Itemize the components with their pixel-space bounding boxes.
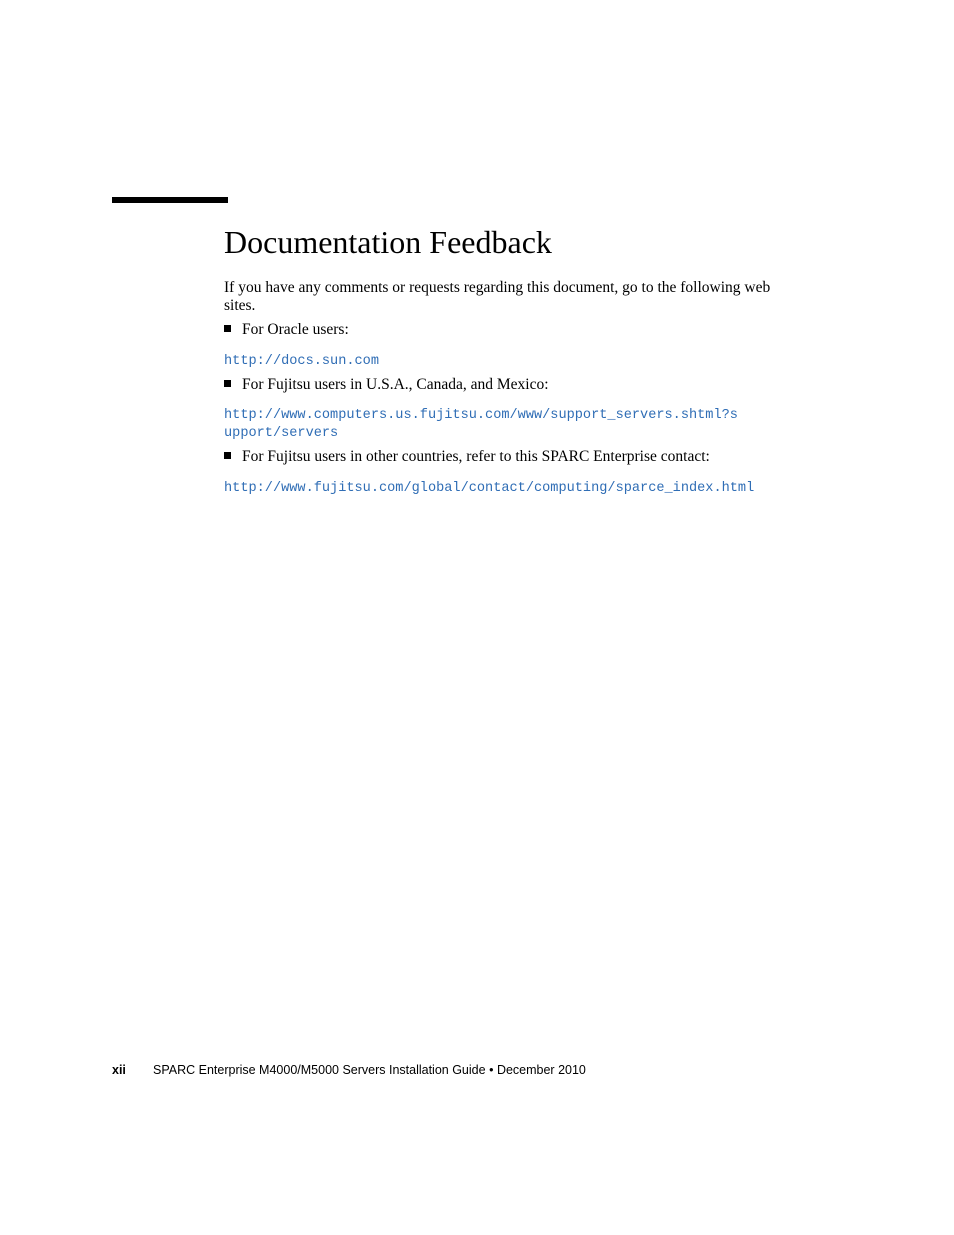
fujitsu-americas-link-line-2[interactable]: upport/servers: [224, 426, 339, 441]
oracle-docs-link[interactable]: http://docs.sun.com: [224, 354, 379, 369]
list-item-fujitsu-other: [224, 448, 710, 466]
bullet-square-icon: [224, 380, 231, 387]
intro-paragraph: If you have any comments or requests regarding this document, go to the following web sites.: [224, 279, 771, 314]
list-item-fujitsu-americas: [224, 376, 549, 394]
list-item-label: For Fujitsu users in other countries, refer to this SPARC Enterprise contact:: [242, 448, 710, 465]
page-footer: [112, 1063, 586, 1077]
bullet-square-icon: [224, 325, 231, 332]
footer-separator: •: [489, 1063, 494, 1077]
bullet-square-icon: [224, 452, 231, 459]
list-item-label: For Oracle users:: [242, 321, 349, 338]
list-item-label: For Fujitsu users in U.S.A., Canada, and Mexico:: [242, 376, 549, 393]
page-number: xii: [112, 1063, 126, 1077]
page-title: Documentation Feedback: [224, 224, 552, 260]
fujitsu-americas-link-line-1[interactable]: http://www.computers.us.fujitsu.com/www/support_servers.shtml?s: [224, 408, 738, 423]
footer-date: December 2010: [496, 1063, 586, 1077]
fujitsu-global-contact-link[interactable]: http://www.fujitsu.com/global/contact/computing/sparce_index.html: [224, 481, 755, 496]
book-title: SPARC Enterprise M4000/M5000 Servers Installation Guide: [153, 1063, 486, 1077]
list-item-oracle: [224, 321, 349, 339]
chapter-rule: [112, 197, 228, 203]
